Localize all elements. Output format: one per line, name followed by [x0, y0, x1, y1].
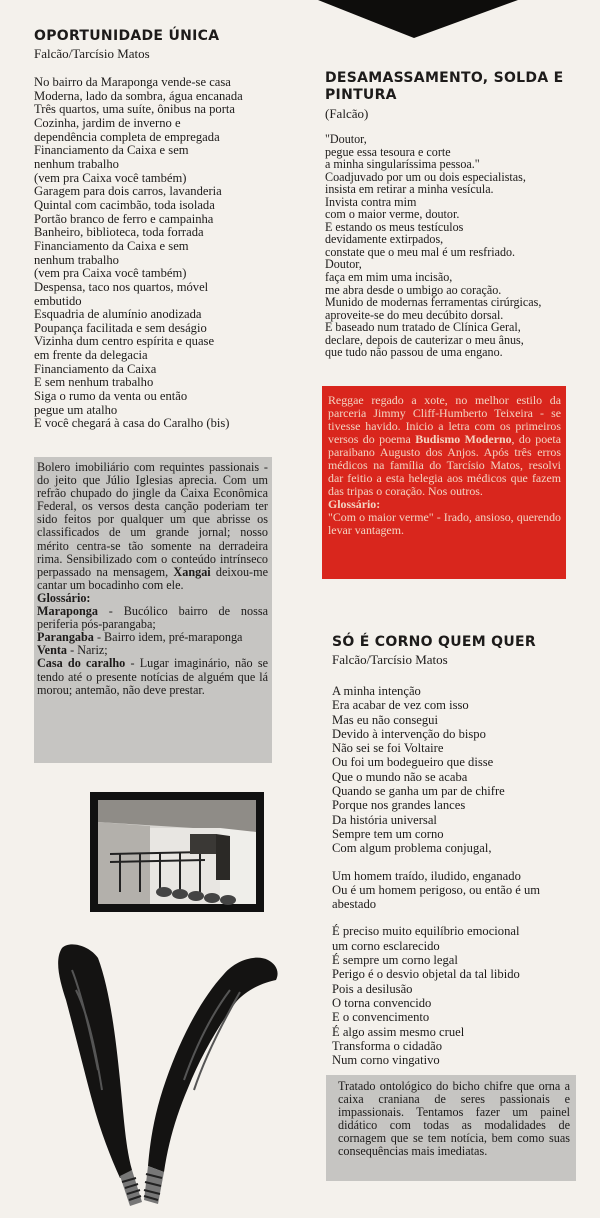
- glossary-list: [37, 605, 268, 697]
- song-title: DESAMASSAMENTO, SOLDA E PINTURA: [325, 70, 564, 103]
- lyric-line: Esquadria de alumínio anodizada: [34, 307, 202, 322]
- lyric-line: E estando os meus testículos: [325, 219, 464, 234]
- horns-illustration: [40, 930, 290, 1210]
- lyric-line: Invista contra mim: [325, 194, 417, 209]
- commentary-box-imobiliario: [34, 457, 272, 763]
- lyric-line: Garagem para dois carros, lavanderia: [34, 184, 222, 199]
- song-lyrics: [325, 133, 575, 359]
- commentary-text-part: , do poeta paraibano Augusto dos Anjos. Após três erros médicos na família do Tarcísio Matos, resolvi dar feitio a esta helegia aos médicos que fazem das tripas o coração. Nos outros.: [328, 432, 561, 498]
- lyric-line: Vizinha dum centro espírita e quase: [34, 334, 215, 349]
- glossary-definition: Bairro idem, pré-maraponga: [104, 630, 243, 645]
- lyric-line: Poupança facilitada e sem deságio: [34, 320, 207, 335]
- lyric-line: E você chegará à casa do Caralho (bis): [34, 416, 230, 431]
- lyric-line: Três quartos, uma suíte, ônibus na porta: [34, 102, 236, 117]
- lyric-line: a minha singularíssima pessoa.": [325, 157, 480, 172]
- glossary-separator: -: [67, 643, 78, 658]
- glossary-entry: [37, 657, 268, 696]
- glossary-text: "Com o maior verme" - Irado, ansioso, querendo levar vantagem.: [328, 510, 561, 537]
- lyric-line: Porque nos grandes lances: [332, 798, 466, 813]
- lyric-line: Pois a desilusão: [332, 981, 413, 996]
- glossary-separator: -: [125, 656, 140, 671]
- stanza: [332, 869, 594, 912]
- commentary-text-part: Bolero imobiliário com requintes passionais - do jeito que Júlio Iglesias aprecia. Com um refrão chupado do jingle da Caixa Econômica Federal, os versos desta canção poderiam ter sido feitos por qualquer um que abrisse os classificados de um grande jornal; nosso mérito centra-se tão somente na derradeira rima. Sensibilizado com o conteúdo intrínseco perpassado na mensagem,: [37, 460, 268, 579]
- lyric-line: "Doutor,: [325, 132, 367, 146]
- lyric-line: Perigo é o desvio objetal da tal libido: [332, 967, 520, 982]
- lyric-line: Da história universal: [332, 812, 437, 827]
- song-oportunidade-unica: [34, 28, 304, 431]
- lyric-line: Sempre tem um corno: [332, 826, 444, 841]
- lyric-line: Mas eu não consegui: [332, 712, 438, 727]
- lyric-line: Transforma o cidadão: [332, 1038, 443, 1053]
- glossary-term: Parangaba: [37, 630, 94, 645]
- lyric-line: Financiamento da Caixa e sem: [34, 143, 189, 158]
- commentary-box-chifre: [326, 1075, 576, 1181]
- lyric-line: embutido: [34, 293, 82, 308]
- glossary-title: Glossário:: [37, 590, 91, 605]
- commentary-text: [328, 394, 561, 498]
- lyric-line: em frente da delegacia: [34, 348, 148, 363]
- lyric-line: me abra desde o umbigo ao coração.: [325, 282, 502, 297]
- lyric-line: O torna convencido: [332, 995, 432, 1010]
- song-desamassamento: [325, 70, 575, 359]
- lyric-line: um corno esclarecido: [332, 938, 440, 953]
- commentary-text-part: Reggae regado a xote, no melhor estilo da parceria Jimmy Cliff-Humberto Teixeira - se tivesse havido. Inicio a letra com os primeiros versos do poema: [328, 393, 561, 446]
- song-lyrics: [332, 684, 594, 1067]
- lyric-line: A minha intenção: [332, 684, 421, 698]
- glossary-separator: -: [93, 630, 105, 645]
- glossary-term: Maraponga: [37, 604, 98, 619]
- lyric-line: Num corno vingativo: [332, 1053, 440, 1068]
- lyric-line: Doutor,: [325, 257, 362, 272]
- glossary-entry: [37, 605, 268, 631]
- lyric-line: Com algum problema conjugal,: [332, 841, 492, 856]
- lyric-line: Quintal com cacimbão, toda isolada: [34, 197, 215, 212]
- lyric-line: aproveite-se do meu decúbito dorsal.: [325, 307, 504, 322]
- lyric-line: faça em mim uma incisão,: [325, 270, 453, 285]
- lyric-line: Devido à intervenção do bispo: [332, 726, 486, 741]
- commentary-box-reggae: [322, 386, 566, 579]
- lyric-line: abestado: [332, 897, 377, 912]
- lyric-line: Moderna, lado da sombra, água encanada: [34, 88, 243, 103]
- lyric-line: Ou foi um bodegueiro que disse: [332, 755, 494, 770]
- lyric-line: nenhum trabalho: [34, 252, 119, 267]
- lyric-line: (vem pra Caixa você também): [34, 266, 187, 281]
- lyric-line: com o maior verme, doutor.: [325, 207, 460, 222]
- lyric-line: Portão branco de ferro e campainha: [34, 211, 214, 226]
- photo-stairs: [90, 792, 264, 912]
- lyric-line: constate que o meu mal é um resfriado.: [325, 244, 516, 259]
- stanza: [332, 684, 594, 856]
- lyric-line: insista em retirar a minha vesícula.: [325, 182, 494, 197]
- song-credit: (Falcão): [325, 106, 369, 121]
- glossary-definition: Lugar imaginário, não se tendo até o presente notícias de alguém que lá morou; antemão, não deve prestar.: [37, 656, 268, 697]
- lyric-line: Cozinha, jardim de inverno e: [34, 115, 181, 130]
- lyric-line: Financiamento da Caixa: [34, 361, 157, 376]
- lyric-line: dependência completa de empregada: [34, 129, 220, 144]
- commentary-highlight: Budismo Moderno: [415, 432, 512, 446]
- song-credit: Falcão/Tarcísio Matos: [332, 652, 448, 667]
- left-horn: [58, 944, 142, 1206]
- lyric-line: que tudo não passou de uma engano.: [325, 345, 503, 360]
- stairs-image: [90, 792, 264, 912]
- glossary-title: Glossário:: [328, 497, 381, 511]
- lyric-line: E baseado num tratado de Clínica Geral,: [325, 320, 521, 335]
- lyric-line: Um homem traído, iludido, enganado: [332, 868, 521, 883]
- lyric-line: (vem pra Caixa você também): [34, 170, 187, 185]
- song-lyrics: [34, 76, 304, 431]
- glossary-term: Venta: [37, 643, 68, 658]
- song-title: OPORTUNIDADE ÚNICA: [34, 28, 220, 44]
- song-so-e-corno: [332, 634, 594, 1067]
- lyric-line: pegue essa tesoura e corte: [325, 144, 451, 159]
- stanza: [332, 924, 594, 1067]
- lyric-line: Ou é um homem perigoso, ou então é um: [332, 882, 541, 897]
- lyric-line: Siga o rumo da venta ou então: [34, 389, 188, 404]
- lyric-line: Coadjuvado por um ou dois especialistas,: [325, 169, 526, 184]
- lyric-line: No bairro da Maraponga vende-se casa: [34, 75, 231, 89]
- glossary-definition: Bucólico bairro de nossa periferia pós-parangaba;: [37, 604, 269, 632]
- glossary-separator: -: [97, 604, 124, 619]
- lyric-line: Era acabar de vez com isso: [332, 698, 469, 713]
- lyric-line: E o convencimento: [332, 1010, 430, 1025]
- lyric-line: É preciso muito equilíbrio emocional: [332, 924, 520, 939]
- lyric-line: Que o mundo não se acaba: [332, 769, 468, 784]
- lyric-line: Banheiro, biblioteca, toda forrada: [34, 225, 204, 240]
- song-title: SÓ É CORNO QUEM QUER: [332, 634, 536, 650]
- song-credit: Falcão/Tarcísio Matos: [34, 46, 150, 61]
- lyric-line: Quando se ganha um par de chifre: [332, 784, 505, 799]
- lyric-line: declare, depois de cauterizar o meu ânus,: [325, 332, 524, 347]
- lyric-line: Despensa, taco nos quartos, móvel: [34, 279, 209, 294]
- glossary-definition: Nariz;: [77, 643, 108, 658]
- lyric-line: pegue um atalho: [34, 402, 118, 417]
- lyric-line: nenhum trabalho: [34, 156, 119, 171]
- commentary-text: [37, 461, 268, 592]
- commentary-text: Tratado ontológico do bicho chifre que orna a caixa craniana de seres passionais e impassionais. Tentamos fazer um painel didático com todas as modalidades de cornagem que se tem notícia, bem como suas consequências mais imediatas.: [338, 1079, 570, 1159]
- commentary-highlight: Xangai: [173, 564, 211, 579]
- top-triangle-graphic: [318, 0, 518, 40]
- lyric-line: devidamente extirpados,: [325, 232, 444, 247]
- lyric-line: Financiamento da Caixa e sem: [34, 238, 189, 253]
- commentary-text-part: deixou-me cantar um bocadinho com ele.: [37, 564, 268, 592]
- right-horn: [144, 958, 278, 1204]
- lyric-line: É algo assim mesmo cruel: [332, 1024, 465, 1039]
- glossary-term: Casa do caralho: [37, 656, 126, 671]
- lyric-line: Munido de modernas ferramentas cirúrgicas,: [325, 295, 542, 310]
- lyric-line: E sem nenhum trabalho: [34, 375, 154, 390]
- lyric-line: É sempre um corno legal: [332, 953, 458, 968]
- lyric-line: Não sei se foi Voltaire: [332, 741, 444, 756]
